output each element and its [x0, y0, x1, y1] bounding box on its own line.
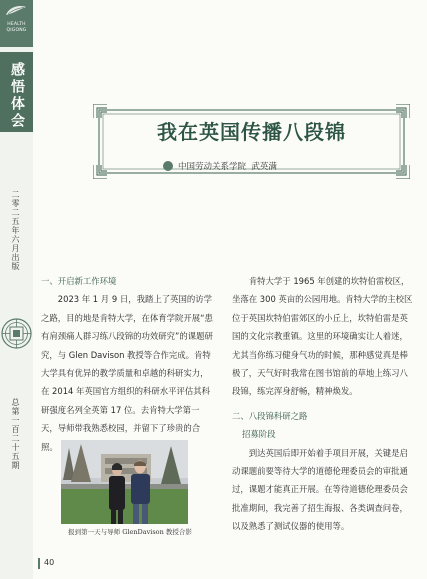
right-column [232, 272, 414, 536]
publication-date: 二零二五年六月出版 [11, 190, 20, 271]
paragraph-recruitment: 到达英国后即开始着手项目开展，关键是启动课题前要等待大学的道德伦理委员会的审批通过，课题才能真正开展。在等待道德伦理委员会批准期间，我完善了招生海报、各类调查问卷，以及熟悉了测试仪器的使用等。 [232, 447, 408, 532]
sidebar [0, 0, 33, 579]
sub-heading-recruitment: 招募阶段 [242, 429, 276, 440]
column-title: 感悟体会 [9, 62, 25, 130]
section-heading-2: 二、八段锦科研之路 [232, 410, 308, 421]
column-title-block [0, 52, 33, 132]
paragraph-intro: 2023 年 1 月 9 日，我踏上了英国的访学之路，目的地是肯特大学，在体育学院开展“患有肩颈痛人群习练八段锦的功效研究”的课题研究，与 Glen Davison 教授等合作完成。肯特大学具有优异的教学质量和卓越的科研实力，在 2014 年英国官方组织的科研水平评估其科研强度名列全英第 17 位。去肯特大学第一天，导师带我熟悉校园，并留下了珍贵的合照。 [41, 294, 213, 452]
page-number: 40 [44, 558, 55, 567]
photo-with-supervisor [61, 440, 188, 524]
byline [163, 160, 277, 172]
paragraph-campus: 肯特大学于 1965 年创建的坎特伯雷校区，坐落在 300 英亩的公园用地。肯特大学的主校区位于英国坎特伯雷郊区的小丘上，坎特伯雷是英国的文化宗教重镇。这里的环境确实让人着迷，尤其当你练习健身气功的时候，那种感觉真是棒极了，天气好时我常在图书馆前的草地上练习八段锦，练完浑身舒畅，精神焕发。 [232, 276, 413, 397]
article-title: 我在英国传播八段锦 [157, 120, 346, 144]
sidebar-header-block [0, 0, 33, 47]
author-bullet-icon [163, 161, 173, 171]
magazine-name-english: HEALTH QIGONG [6, 22, 27, 33]
issue-number: 总第一百二十五期 [11, 398, 20, 470]
leaf-icon [4, 3, 28, 17]
medallion-ornament-icon [1, 318, 32, 349]
page-number-marker [38, 558, 40, 569]
section-heading-1: 一、开启新工作环境 [41, 276, 117, 286]
left-column [41, 272, 214, 456]
photo-caption: 报到第一天与导师 GlenDavison 教授合影 [68, 528, 192, 536]
byline-text: 中国劳动关系学院 武英满 [178, 162, 277, 172]
